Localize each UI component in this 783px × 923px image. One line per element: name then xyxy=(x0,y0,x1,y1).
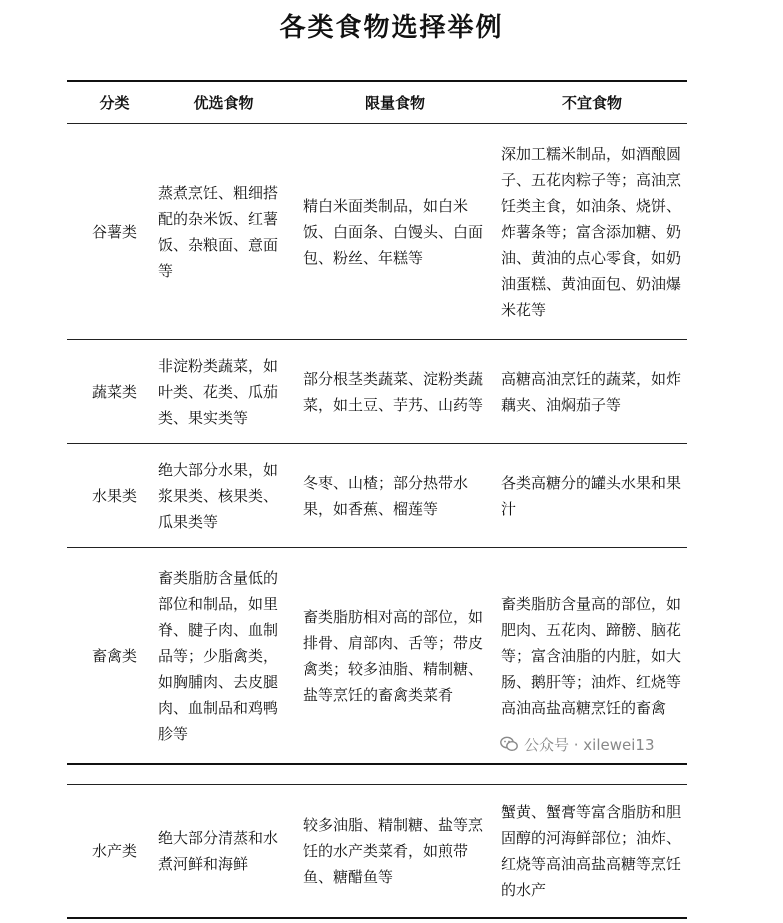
page-title: 各类食物选择举例 xyxy=(279,13,504,43)
watermark xyxy=(500,733,655,755)
preferred-cell: 非淀粉类蔬菜，如叶类、花类、瓜茄类、果实类等 xyxy=(158,356,279,427)
avoid-cell: 各类高糖分的罐头水果和果汁 xyxy=(501,473,682,518)
limited-cell: 精白米面类制品，如白米饭、白面条、白馒头、白面包、粉丝、年糕等 xyxy=(303,196,484,267)
category-cell: 畜禽类 xyxy=(91,646,137,665)
table-bottom-rule xyxy=(67,917,687,919)
category-cell: 水产类 xyxy=(91,842,137,860)
preferred-cell: 畜类脂肪含量低的部位和制品，如里脊、腱子肉、血制品等；少脂禽类，如胸脯肉、去皮腿肉、血制品和鸡鸭胗等 xyxy=(158,568,279,743)
header-avoid: 不宜食物 xyxy=(561,93,622,112)
wechat-icon xyxy=(500,736,518,752)
table-row xyxy=(67,444,687,547)
avoid-cell: 高糖高油烹饪的蔬菜，如炸藕夹、油焖茄子等 xyxy=(501,369,682,414)
table-row xyxy=(67,548,687,763)
table-row xyxy=(67,785,687,917)
header-preferred: 优选食物 xyxy=(193,93,254,112)
table-row xyxy=(67,340,687,443)
limited-cell: 部分根茎类蔬菜、淀粉类蔬菜，如土豆、芋艿、山药等 xyxy=(303,369,484,414)
limited-cell: 畜类脂肪相对高的部位，如排骨、肩部肉、舌等；带皮禽类；较多油脂、精制糖、盐等烹饪的畜禽类菜肴 xyxy=(303,607,484,704)
category-cell: 水果类 xyxy=(91,486,137,505)
category-cell: 谷薯类 xyxy=(91,222,137,241)
avoid-cell: 畜类脂肪含量高的部位，如肥肉、五花肉、蹄髈、脑花等；富含油脂的内脏，如大肠、鹅肝等；油炸、红烧等高油高盐高糖烹饪的畜禽 xyxy=(501,594,682,717)
watermark-text: 公众号 · xilewei13 xyxy=(524,735,655,754)
preferred-cell: 绝大部分清蒸和水煮河鲜和海鲜 xyxy=(158,829,279,873)
limited-cell: 较多油脂、精制糖、盐等烹饪的水产类菜肴，如煎带鱼、糖醋鱼等 xyxy=(303,816,484,886)
header-category: 分类 xyxy=(99,93,130,112)
limited-cell: 冬枣、山楂；部分热带水果，如香蕉、榴莲等 xyxy=(303,473,469,518)
category-cell: 蔬菜类 xyxy=(91,382,137,401)
header-limited: 限量食物 xyxy=(364,93,425,112)
table-row xyxy=(67,124,687,339)
table-header xyxy=(67,82,687,123)
preferred-cell: 绝大部分水果，如浆果类、核果类、瓜果类等 xyxy=(158,460,279,531)
avoid-cell: 深加工糯米制品，如酒酿圆子、五花肉粽子等；高油烹饪类主食，如油条、烧饼、炸薯条等；富含添加糖、奶油、黄油的点心零食，如奶油蛋糕、黄油面包、奶油爆米花等 xyxy=(501,144,682,319)
page-break-rule xyxy=(67,763,687,765)
preferred-cell: 蒸煮烹饪、粗细搭配的杂米饭、红薯饭、杂粮面、意面等 xyxy=(158,183,279,280)
avoid-cell: 蟹黄、蟹膏等富含脂肪和胆固醇的河海鲜部位；油炸、红烧等高油高盐高糖等烹饪的水产 xyxy=(501,803,682,899)
